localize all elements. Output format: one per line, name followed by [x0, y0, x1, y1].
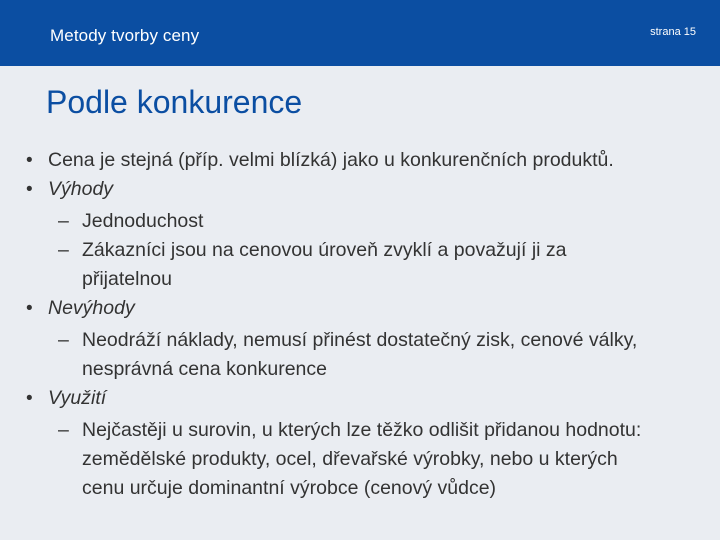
sub-bullet-item — [0, 416, 720, 503]
bullet-text: Nevýhody — [48, 297, 135, 319]
sub-bullet-text: Zákazníci jsou na cenovou úroveň zvyklí a považují ji za přijatelnou — [82, 239, 567, 290]
bullet-item — [0, 175, 720, 204]
dash-icon: – — [58, 329, 69, 351]
bullet-text: Cena je stejná (příp. velmi blízká) jako u konkurenčních produktů. — [48, 149, 614, 171]
dash-icon: – — [58, 210, 69, 232]
bullet-text: Výhody — [48, 178, 114, 200]
header-bar — [0, 0, 720, 66]
bullet-icon: • — [26, 150, 33, 171]
bullet-text: Využití — [48, 387, 107, 409]
bullet-icon: • — [26, 298, 33, 319]
sub-bullet-item — [0, 236, 720, 294]
page-number: strana 15 — [650, 26, 696, 38]
bullet-icon: • — [26, 388, 33, 409]
bullet-item — [0, 384, 720, 413]
slide-content — [0, 146, 720, 503]
sub-bullet-text: Nejčastěji u surovin, u kterých lze těžko odlišit přidanou hodnotu: zemědělské produkty, ocel, dřevařské výrobky, nebo u kterých cenu určuje dominantní výrobce (cenový vůdce) — [82, 419, 642, 499]
slide-title: Podle konkurence — [46, 84, 303, 120]
sub-bullet-item — [0, 207, 720, 236]
dash-icon: – — [58, 419, 69, 441]
bullet-item — [0, 146, 720, 175]
sub-bullet-text: Jednoduchost — [82, 210, 204, 232]
dash-icon: – — [58, 239, 69, 261]
sub-bullet-item — [0, 326, 720, 384]
header-title: Metody tvorby ceny — [50, 26, 200, 45]
sub-bullet-text: Neodráží náklady, nemusí přinést dostatečný zisk, cenové války, nesprávná cena konkurence — [82, 329, 638, 380]
bullet-icon: • — [26, 179, 33, 200]
bullet-item — [0, 294, 720, 323]
